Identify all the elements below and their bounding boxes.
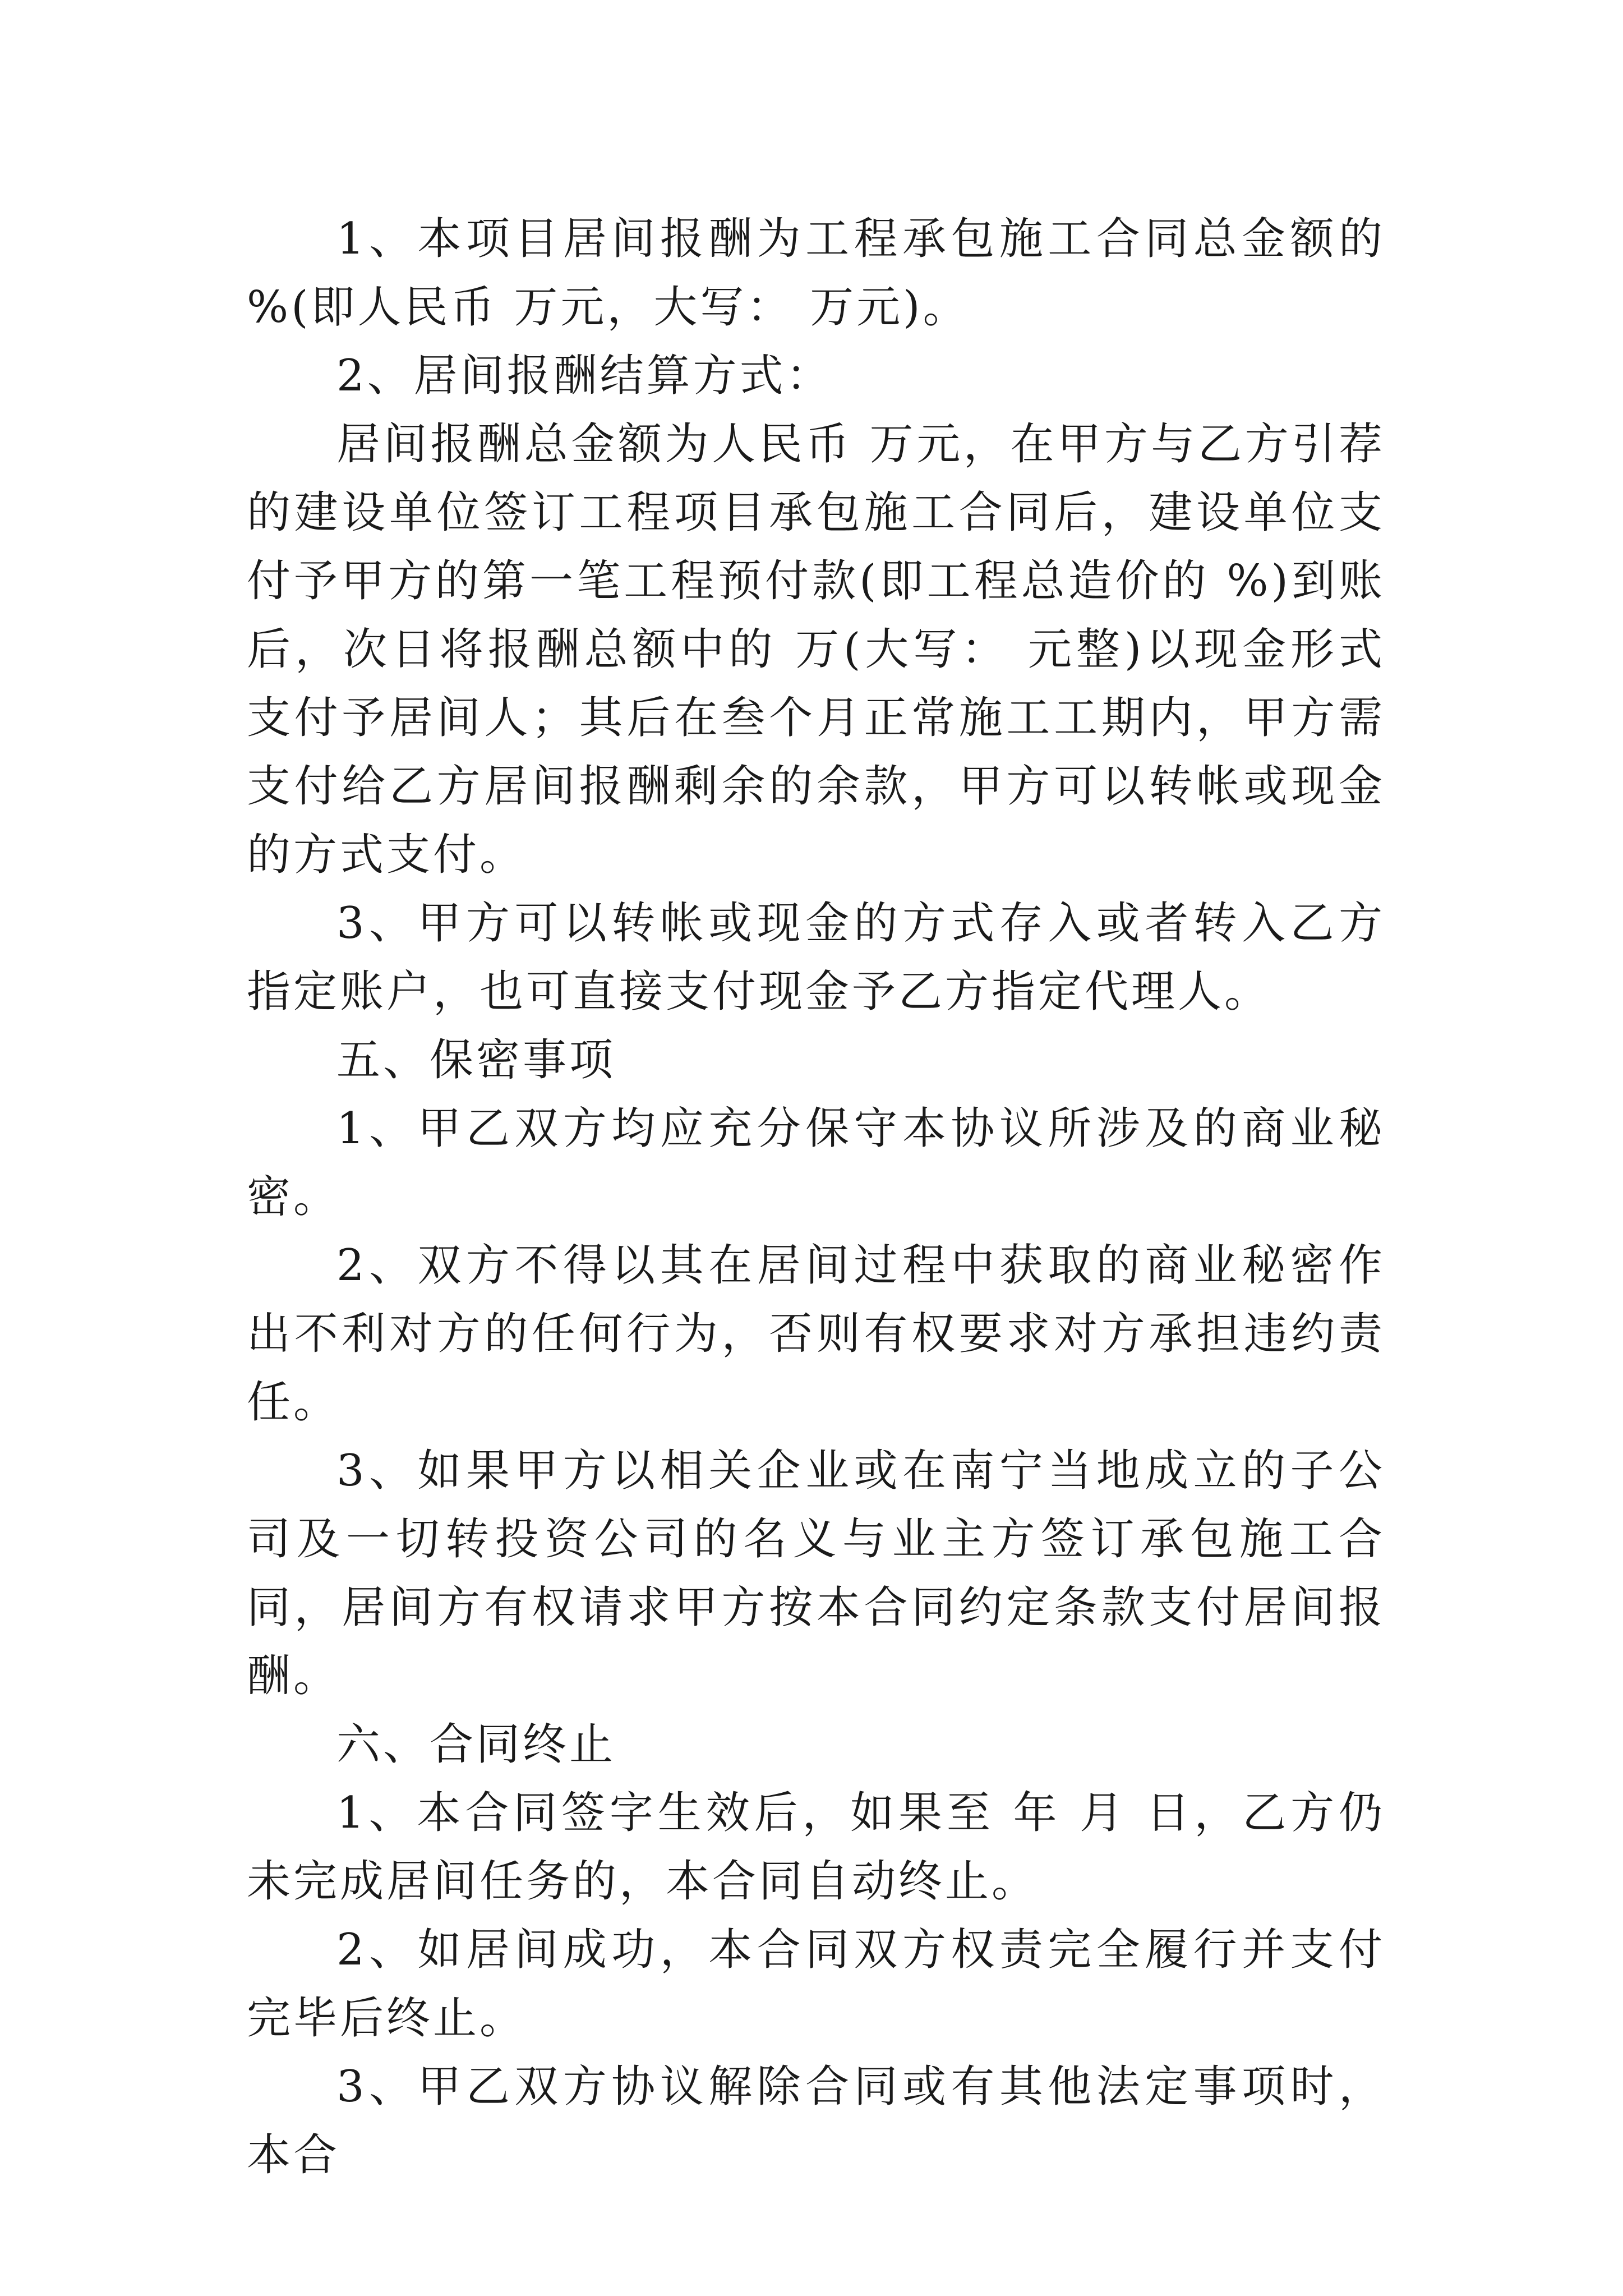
section-6-heading: 六、合同终止 — [336, 1719, 616, 1770]
clause-6-2: 2、如居间成功，本合同双方权责完全履行并支付完毕后终止。 — [247, 1925, 1385, 2044]
clause-4-2-settlement-heading: 2、居间报酬结算方式： — [336, 351, 833, 401]
clause-5-1: 1、甲乙双方均应充分保守本协议所涉及的商业秘密。 — [247, 1103, 1385, 1222]
section-5-heading: 五、保密事项 — [336, 1035, 616, 1085]
clause-5-3: 3、如果甲方以相关企业或在南宁当地成立的子公司及一切转投资公司的名义与业主方签订承包施工合同，居间方有权请求甲方按本合同约定条款支付居间报酬。 — [247, 1446, 1385, 1701]
clause-6-1: 1、本合同签字生效后，如果至 年 月 日，乙方仍未完成居间任务的，本合同自动终止。 — [247, 1788, 1385, 1907]
clause-5-2: 2、双方不得以其在居间过程中获取的商业秘密作出不利对方的任何行为，否则有权要求对方承担违约责任。 — [247, 1240, 1385, 1428]
document-body — [247, 205, 1385, 2189]
clause-6-3: 3、甲乙双方协议解除合同或有其他法定事项时，本合 — [247, 2062, 1385, 2180]
clause-4-1-fee-rate: 1、本项目居间报酬为工程承包施工合同总金额的 %(即人民币 万元，大写： 万元)。 — [247, 214, 1385, 333]
clause-4-3-payment-method: 3、甲方可以转帐或现金的方式存入或者转入乙方指定账户，也可直接支付现金予乙方指定代理人。 — [247, 898, 1385, 1017]
clause-4-2-settlement-detail: 居间报酬总金额为人民币 万元，在甲方与乙方引荐的建设单位签订工程项目承包施工合同后，建设单位支付予甲方的第一笔工程预付款(即工程总造价的 %)到账后，次日将报酬总额中的 万(大写： 元整)以现金形式支付予居间人；其后在叁个月正常施工工期内，甲方需支付给乙方居间报酬剩余的余款，甲方可以转帐或现金的方式支付。 — [247, 419, 1385, 880]
